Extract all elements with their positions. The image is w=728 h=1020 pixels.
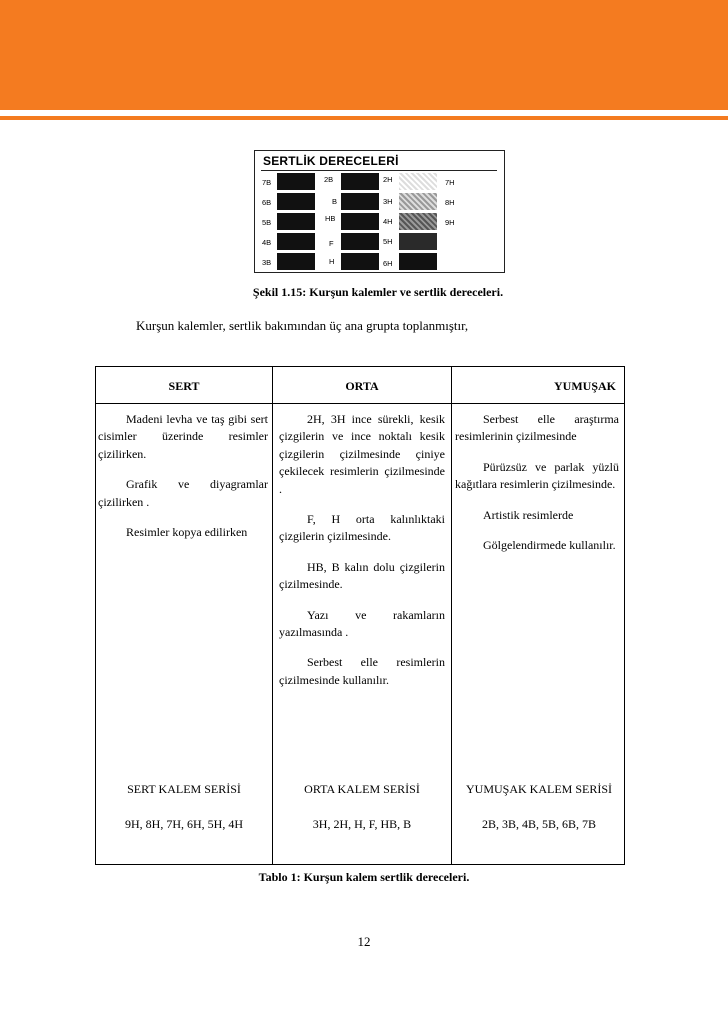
grade-label: 7B xyxy=(262,178,272,187)
grade-swatch xyxy=(277,253,315,270)
grade-label: 5B xyxy=(262,218,272,227)
yumusak-series-values: 2B, 3B, 4B, 5B, 6B, 7B xyxy=(481,817,597,831)
sert-series-values: 9H, 8H, 7H, 6H, 5H, 4H xyxy=(125,817,243,831)
grade-label: 3B xyxy=(262,258,272,267)
grade-swatch xyxy=(399,173,437,190)
sert-item: Resimler kopya edilirken xyxy=(126,525,248,540)
yumusak-column xyxy=(455,411,619,567)
grade-swatch xyxy=(277,233,315,250)
header-orta: ORTA xyxy=(345,379,379,393)
grade-label: F xyxy=(329,239,334,248)
grade-label: 7H xyxy=(445,178,455,187)
table-caption: Tablo 1: Kurşun kalem sertlik dereceleri. xyxy=(258,870,470,884)
sert-series-title: SERT KALEM SERİSİ xyxy=(127,782,241,796)
intro-paragraph: Kurşun kalemler, sertlik bakımından üç ana grupta toplanmıştır, xyxy=(136,318,469,333)
grade-swatch xyxy=(399,213,437,230)
sert-column xyxy=(98,411,268,554)
grade-swatch xyxy=(277,193,315,210)
yumusak-item: Artistik resimlerde xyxy=(483,507,574,522)
grade-label: 4B xyxy=(262,238,272,247)
orta-item: Serbest elle resimlerin çizilmesinde kullanılır. xyxy=(279,655,445,687)
sert-item: Grafik ve diyagramlar çizilirken . xyxy=(98,477,268,509)
grade-label: 8H xyxy=(445,198,455,207)
grade-label: 6H xyxy=(383,259,393,268)
yumusak-item: Serbest elle araştırma resimlerinin çizilmesinde xyxy=(455,412,619,444)
sert-item: Madeni levha ve taş gibi sert cisimler üzerinde resimler çizilirken. xyxy=(98,412,268,461)
yumusak-item: Pürüzsüz ve parlak yüzlü kağıtlara resimlerin çizilmesinde. xyxy=(455,459,619,492)
grade-swatch xyxy=(341,213,379,230)
hardness-grades-figure xyxy=(254,150,505,273)
yumusak-item: Gölgelendirmede kullanılır. xyxy=(483,538,616,553)
grade-label: 5H xyxy=(383,237,393,246)
orta-series-title: ORTA KALEM SERİSİ xyxy=(304,782,420,796)
grade-label: B xyxy=(332,197,338,206)
grade-swatch xyxy=(399,193,437,210)
grade-label: HB xyxy=(325,214,336,223)
header-rule xyxy=(0,116,728,120)
orta-item: HB, B kalın dolu çizgilerin çizilmesinde. xyxy=(279,559,445,592)
grade-swatch xyxy=(341,173,379,190)
orta-item: F, H orta kalınlıktaki çizgilerin çizilmesinde. xyxy=(279,512,445,544)
orta-column xyxy=(279,411,445,702)
grade-swatch xyxy=(341,193,379,210)
grade-swatch xyxy=(277,213,315,230)
header-yumusak: YUMUŞAK xyxy=(554,379,616,393)
grade-swatch xyxy=(399,233,437,250)
orta-item: 2H, 3H ince sürekli, kesik çizgilerin ve ince noktalı kesik çizgilerin çizilmesinde çiniye çekilecek resimlerin çizilmesinde . xyxy=(279,412,445,496)
yumusak-series-title: YUMUŞAK KALEM SERİSİ xyxy=(465,782,612,796)
grade-label: 2H xyxy=(383,175,393,184)
header-banner xyxy=(0,0,728,110)
hardness-table xyxy=(95,366,625,865)
grade-label: 2B xyxy=(324,175,334,184)
orta-item: Yazı ve rakamların yazılmasında . xyxy=(279,607,445,640)
header-divider xyxy=(96,403,624,404)
grade-swatch xyxy=(277,173,315,190)
grade-label: 9H xyxy=(445,218,455,227)
grade-swatch xyxy=(399,253,437,270)
grade-label: 3H xyxy=(383,197,393,206)
grade-swatch xyxy=(341,233,379,250)
orta-series-values: 3H, 2H, H, F, HB, B xyxy=(312,817,412,831)
grade-swatch xyxy=(341,253,379,270)
figure-caption: Şekil 1.15: Kurşun kalemler ve sertlik dereceleri. xyxy=(252,285,504,299)
header-sert: SERT xyxy=(168,379,200,393)
figure-title: SERTLİK DERECELERİ xyxy=(263,154,399,168)
grade-label: H xyxy=(329,257,335,266)
page-number: 12 xyxy=(357,934,371,949)
grade-label: 6B xyxy=(262,198,272,207)
grade-label: 4H xyxy=(383,217,393,226)
figure-title-rule xyxy=(261,170,497,171)
